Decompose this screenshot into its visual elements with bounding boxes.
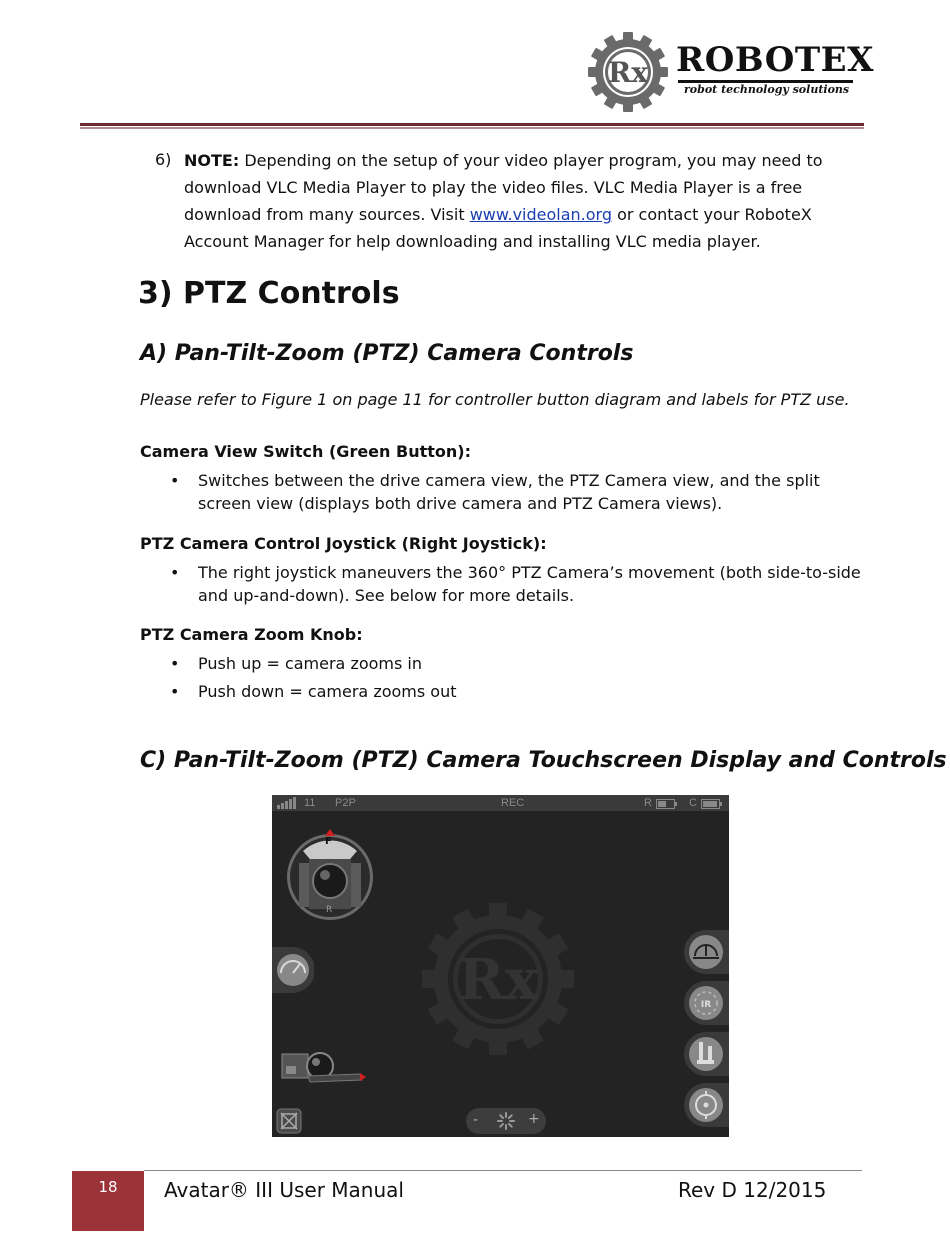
control-heading-joystick: PTZ Camera Control Joystick (Right Joystick): (140, 534, 547, 553)
watermark-gear-icon (422, 903, 574, 1055)
subsection-a-title: A) Pan-Tilt-Zoom (PTZ) Camera Controls (140, 341, 634, 366)
dial-front-label: F (325, 836, 332, 847)
subsection-c-title: C) Pan-Tilt-Zoom (PTZ) Camera Touchscreen Display and Controls (140, 748, 947, 773)
zoom-in-button[interactable]: + (528, 1111, 540, 1127)
right-gauge-button[interactable] (684, 930, 729, 974)
section-title: 3) PTZ Controls (138, 276, 400, 311)
watermark-text: Rx (458, 947, 538, 1013)
robot-side-view-icon (280, 1048, 375, 1088)
footer-revision: Rev D 12/2015 (678, 1178, 827, 1202)
zoom-spinner-icon (497, 1112, 515, 1134)
left-gauge-button[interactable] (272, 947, 314, 993)
orientation-dial[interactable] (285, 829, 375, 921)
target-button[interactable] (684, 1083, 729, 1127)
note-label: NOTE: (184, 151, 240, 170)
intro-text: Please refer to Figure 1 on page 11 for controller button diagram and labels for PTZ use. (140, 390, 850, 409)
logo-mark-text: Rx (608, 56, 648, 89)
control-heading-zoom-knob: PTZ Camera Zoom Knob: (140, 625, 363, 644)
footer-rule (144, 1170, 862, 1171)
list-item: • Push down = camera zooms out (170, 680, 870, 703)
brand-name: ROBOTEX (676, 40, 874, 80)
control-list-zoom-knob (170, 652, 870, 703)
zoom-out-button[interactable]: - (473, 1112, 479, 1128)
mode-label: P2P (335, 797, 356, 809)
arm-control-button[interactable] (684, 1032, 729, 1076)
disable-view-icon[interactable] (276, 1108, 302, 1134)
battery-r-label: R (644, 797, 652, 809)
battery-r-icon (656, 798, 678, 814)
zoom-control-bar (466, 1108, 546, 1134)
control-list-joystick (170, 561, 870, 607)
note-text-after: or contact your RoboteX Account Manager for help downloading and installing VLC media player. (184, 205, 812, 251)
control-list-view-switch (170, 469, 870, 515)
signal-icon (277, 795, 299, 814)
note-text-before: Depending on the setup of your video player program, you may need to download VLC Media Player to play the video files. VLC Media Player is a free download from many sources. Visit (184, 151, 823, 224)
touchscreen-screenshot (272, 795, 729, 1137)
robotex-gear-logo (588, 32, 668, 112)
list-item: • The right joystick maneuvers the 360° PTZ Camera’s movement (both side-to-side and up-and-down). See below for more details. (170, 561, 870, 607)
note-paragraph (184, 147, 844, 255)
signal-value: 11 (304, 797, 316, 809)
battery-c-label: C (689, 797, 697, 809)
note-number: 6) (155, 150, 172, 169)
list-item: • Push up = camera zooms in (170, 652, 870, 675)
list-item: • Switches between the drive camera view, the PTZ Camera view, and the split screen view (displays both drive camera and PTZ Camera views). (170, 469, 870, 515)
header-rule-thin (80, 127, 864, 129)
control-heading-view-switch: Camera View Switch (Green Button): (140, 442, 471, 461)
ir-button[interactable] (684, 981, 729, 1025)
footer-title: Avatar® III User Manual (164, 1178, 404, 1202)
ir-label: IR (700, 1000, 712, 1010)
battery-c-icon (701, 798, 723, 814)
header-rule (80, 123, 864, 126)
dial-rear-label: R (326, 905, 333, 915)
brand-tagline: robot technology solutions (684, 83, 850, 96)
videolan-link[interactable]: www.videolan.org (469, 205, 612, 224)
rec-indicator[interactable]: REC (501, 797, 525, 809)
page-number: 18 (98, 1178, 118, 1196)
status-bar (272, 795, 729, 811)
